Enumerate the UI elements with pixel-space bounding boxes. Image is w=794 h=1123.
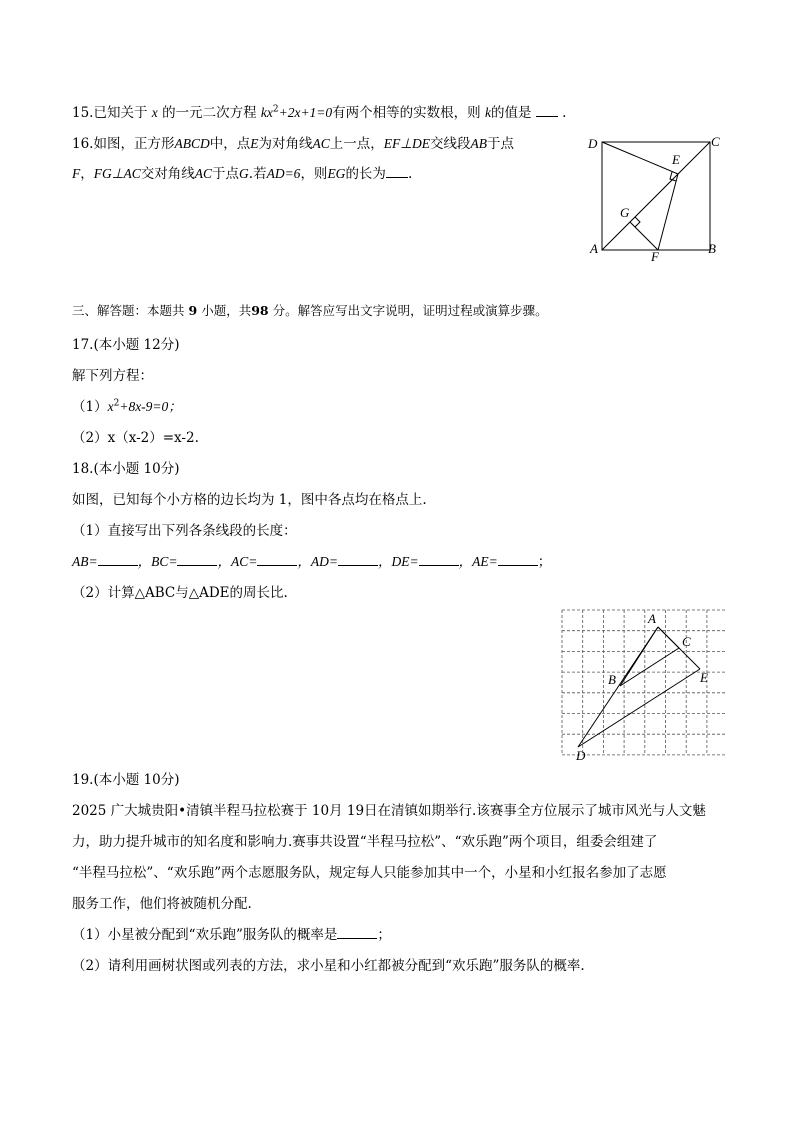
q18-grid-figure xyxy=(556,604,726,764)
label-G: G xyxy=(620,205,630,220)
segment-ae xyxy=(658,627,700,669)
q18-header: 18.(本小题 10分) xyxy=(72,461,180,477)
q19-line-1: 2025 广大城贵阳•清镇半程马拉松赛于 10月 19日在清镇如期举行.该赛事全方位展示了城市风光与人文魅 xyxy=(72,803,706,819)
label-B: B xyxy=(708,241,716,256)
q19-part2: （2）请利用画树状图或列表的方法，求小星和小红都被分配到“欢乐跑”服务队的概率. xyxy=(72,958,585,974)
segment-de xyxy=(602,142,678,174)
label-A: A xyxy=(648,611,656,626)
q16-number: 16.如图，正方形 xyxy=(72,136,175,152)
q16-line-2: F，FG⊥AC交对角线AC于点G.若AD=6，则EG的长为 . xyxy=(72,166,413,182)
segment-de xyxy=(578,669,700,747)
segment-bc xyxy=(620,648,679,686)
label-A: A xyxy=(590,241,598,256)
section-3-heading: 三、解答题：本题共 9 小题，共98 分。解答应写出文字说明，证明过程或演算步骤。 xyxy=(72,303,548,318)
q17-part1: $(1)x^2+8x-9=0$； xyxy=(72,398,182,415)
label-C: C xyxy=(682,634,691,649)
label-D: D xyxy=(576,748,586,763)
q18-intro: 如图，已知每个小方格的边长均为 1，图中各点均在格点上. xyxy=(72,492,427,508)
q15-answer-blank[interactable] xyxy=(536,104,558,117)
right-angle-mark-g xyxy=(635,217,640,227)
ad-blank[interactable] xyxy=(338,553,378,566)
q18-part1: （1）直接写出下列各条线段的长度： xyxy=(72,523,297,539)
q18-segment-blanks: AB= ，BC= ，AC= ，AD= ，DE= ，AE= ； xyxy=(72,554,552,570)
q15-line: 15.已知关于 x 的一元二次方程 $kx^2+2x+1=0$有两个相等的实数根，则 k的值是 . xyxy=(72,104,567,121)
label-D: D xyxy=(588,136,598,151)
q17-header: 17.(本小题 12分) xyxy=(72,337,180,353)
label-C: C xyxy=(711,134,720,149)
q17-part2: （2）x（x-2）=x-2. xyxy=(72,430,199,446)
q19-line-4: 服务工作，他们将被随机分配. xyxy=(72,896,252,912)
label-E: E xyxy=(700,670,708,685)
q19-line-3: “半程马拉松”、“欢乐跑”两个志愿服务队，规定每人只能参加其中一个，小星和小红报名参加了志愿 xyxy=(72,865,667,881)
segment-fg xyxy=(630,222,658,250)
label-F: F xyxy=(651,249,659,264)
label-E: E xyxy=(672,152,680,167)
ae-blank[interactable] xyxy=(498,553,538,566)
q19-probability-blank[interactable] xyxy=(337,926,377,939)
q16-square-figure xyxy=(582,130,732,265)
q19-part1: （1）小星被分配到“欢乐跑”服务队的概率是 ； xyxy=(72,927,391,943)
diagonal-ac xyxy=(602,142,710,250)
de-blank[interactable] xyxy=(419,553,459,566)
q18-part2: （2）计算△ABC与△ADE的周长比. xyxy=(72,585,288,601)
segment-ef xyxy=(658,174,678,250)
ab-blank[interactable] xyxy=(98,553,138,566)
q15-number: 15. xyxy=(72,105,94,121)
segment-ad xyxy=(578,627,658,747)
q16-answer-blank[interactable] xyxy=(386,165,408,178)
ac-blank[interactable] xyxy=(257,553,297,566)
q16-line-1: 16.如图，正方形ABCD中，点E为对角线AC上一点，EF⊥DE交线段AB于点 xyxy=(72,136,514,152)
q17-intro: 解下列方程： xyxy=(72,368,153,384)
bc-blank[interactable] xyxy=(177,553,217,566)
q19-header: 19.(本小题 10分) xyxy=(72,772,180,788)
q19-line-2: 力，助力提升城市的知名度和影响力.赛事共设置“半程马拉松”、“欢乐跑”两个项目，组委会组建了 xyxy=(72,834,658,850)
label-B: B xyxy=(608,672,616,687)
